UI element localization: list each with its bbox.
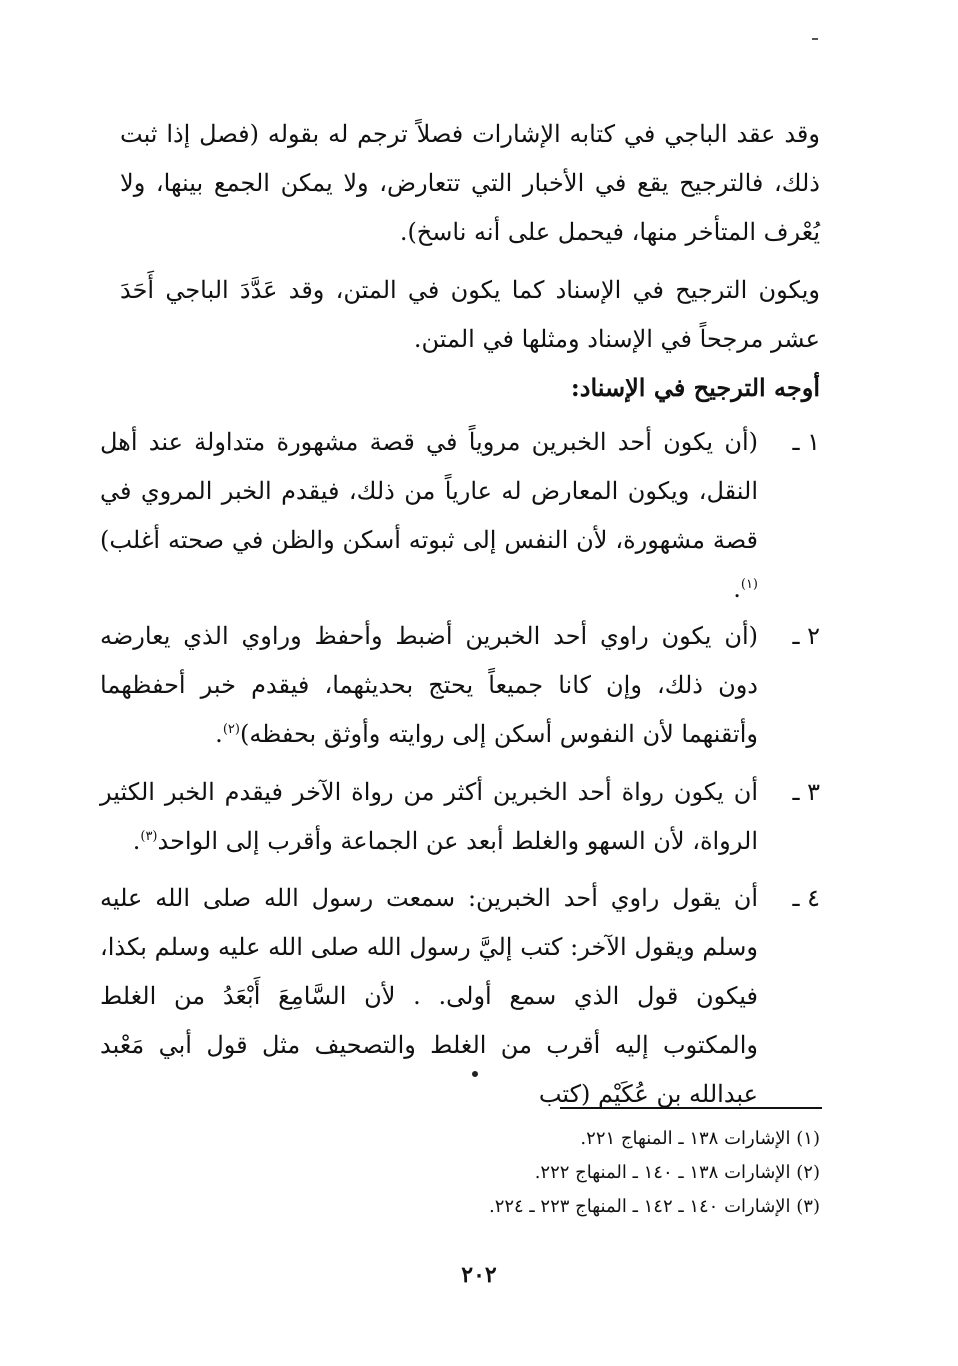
list-item: [100, 612, 820, 759]
item-text-block: [100, 612, 758, 759]
footnote-ref: (٣): [140, 829, 158, 844]
item-text-block: [100, 874, 758, 1119]
list-item: [100, 418, 820, 614]
item-tail: .: [733, 575, 741, 603]
item-tail: .: [215, 720, 223, 748]
item-tail: .: [132, 827, 141, 855]
section-heading: أوجه الترجيح في الإسناد:: [570, 373, 820, 402]
item-text-block: [100, 768, 758, 866]
intro-paragraph: وقد عقد الباجي في كتابه الإشارات فصلاً ترجم له بقوله (فصل إذا ثبت ذلك، فالترجيح يقع في الأخبار التي تتعارض، ولا يمكن الجمع بينها، ولا يُعْرف المتأخر منها، فيحمل على أنه ناسخ).: [120, 120, 820, 246]
item-text: (أن يكون أحد الخبرين مروياً في قصة مشهورة متداولة عند أهل النقل، ويكون المعارض له عارياً من ذلك، فيقدم الخبر المروي في قصة مشهورة، لأن النفس إلى ثبوته أسكن والظن في صحته أغلب): [100, 428, 758, 554]
list-item: [100, 874, 820, 1119]
footnotes: [489, 1122, 820, 1224]
item-number: ١ ـ: [792, 428, 820, 456]
isnad-paragraph: ويكون الترجيح في الإسناد كما يكون في المتن، وقد عَدَّدَ الباجي أَحَدَ عشر مرجحاً في الإسناد ومثلها في المتن.: [120, 276, 820, 353]
item-number: ٢ ـ: [792, 622, 820, 650]
footnote-2: (٢) الإشارات ١٣٨ ـ ١٤٠ ـ المنهاج ٢٢٢.: [534, 1162, 820, 1183]
page-number: ٢٠٢: [461, 1262, 497, 1288]
list-item: [100, 768, 820, 866]
footnote-ref: (٢): [222, 722, 240, 737]
footnote-1: (١) الإشارات ١٣٨ ـ المنهاج ٢٢١.: [580, 1128, 820, 1149]
item-text: أن يقول راوي أحد الخبرين: سمعت رسول الله صلى الله عليه وسلم ويقول الآخر: كتب إليَّ رسول الله صلى الله عليه وسلم بكذا، فيكون قول الذي سمع أولى. . لأن السَّامِعَ أَبْعَدُ من الغلط والمكتوب إليه أقرب من الغلط والتصحيف مثل قول أبي مَعْبد عبدالله بن عُكَيْم (كتب: [100, 884, 758, 1108]
item-text: (أن يكون راوي أحد الخبرين أضبط وأحفظ وراوي الذي يعارضه دون ذلك، وإن كانا جميعاً يحتج بحديثهما، فيقدم خبر أحفظهما وأتقنهما لأن النفوس أسكن إلى روايته وأوثق بحفظه): [100, 622, 758, 748]
scan-mark: [812, 38, 818, 40]
item-text: أن يكون رواة أحد الخبرين أكثر من رواة الآخر فيقدم الخبر الكثير الرواة، لأن السهو والغلط أبعد عن الجماعة وأقرب إلى الواحد: [100, 778, 758, 855]
footnote-divider: [560, 1107, 822, 1109]
item-number: ٤ ـ: [792, 884, 820, 912]
continuation-dot: [472, 1071, 478, 1077]
footnote-3: (٣) الإشارات ١٤٠ ـ ١٤٢ ـ المنهاج ٢٢٣ ـ ٢٢٤.: [488, 1196, 820, 1217]
item-text-block: [100, 418, 758, 614]
footnote-ref: (١): [740, 577, 758, 592]
item-number: ٣ ـ: [792, 778, 820, 806]
